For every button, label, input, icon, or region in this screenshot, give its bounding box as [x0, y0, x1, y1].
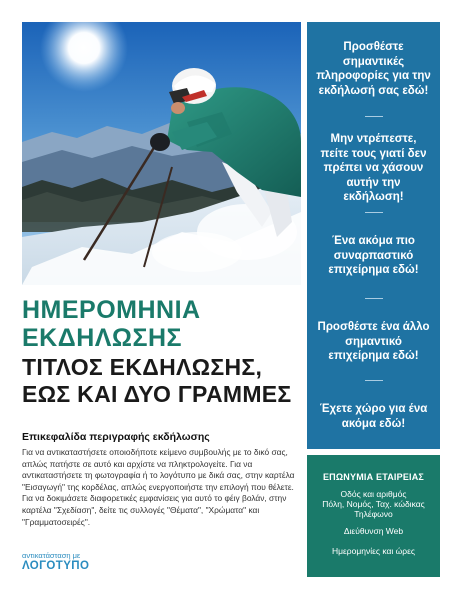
- callout-5: Έχετε χώρο για ένα ακόμα εδώ!: [319, 403, 428, 430]
- event-date-line2: ΕΚΔΗΛΩΣΗΣ: [22, 324, 183, 352]
- event-date-line1: ΗΜΕΡΟΜΗΝΙΑ: [22, 296, 201, 324]
- description-heading: Επικεφαλίδα περιγραφής εκδήλωσης: [22, 431, 210, 443]
- callout-divider: [365, 380, 383, 381]
- description-body: Για να αντικαταστήσετε οποιοδήποτε κείμενο συμβουλής με το δικό σας, απλώς πατήστε σε αυτό και αρχίστε να πληκτρολογείτε. Για να αντικαταστήσετε τη φωτογραφία ή το λογότυπο με δικά σας, στην καρτέλα "Εισαγωγή" της κορδέλας, απλώς ενεργοποιήστε την επιλογή που θέλετε. Για να δοκιμάσετε διαφορετικές εμφανίσεις για αυτό το φέιγ βολάν, στην καρτέλα "Σχεδίαση", δείτε τις συλλογές "Θέματα", "Χρώματα" και "Γραμματοσειρές".: [22, 447, 295, 527]
- company-web: Διεύθυνση Web: [343, 526, 404, 536]
- logo[interactable]: ΛΟΓΟΤΥΠΟ: [22, 560, 90, 572]
- event-title-line2: ΕΩΣ ΚΑΙ ΔΥΟ ΓΡΑΜΜΕΣ: [22, 381, 292, 407]
- skier-photo: [22, 22, 301, 285]
- callout-divider: [365, 298, 383, 299]
- callout-divider: [365, 212, 383, 213]
- event-title-line1: ΤΙΤΛΟΣ ΕΚΔΗΛΩΣΗΣ,: [22, 354, 263, 380]
- callout-4: Προσθέστε ένα άλλο σημαντικό επιχείρημα εδώ!: [317, 321, 430, 362]
- company-address-line1: Οδός και αριθμός: [340, 489, 407, 499]
- callout-3: Ένα ακόμα πιο συναρπαστικό επιχείρημα εδώ!: [328, 235, 419, 276]
- event-title: [22, 354, 302, 408]
- callout-2: Μην ντρέπεστε, πείτε τους γιατί δεν πρέπει να χάσουν αυτήν την εκδήλωση!: [320, 133, 427, 203]
- logo-caption: αντικατάσταση με: [22, 551, 81, 560]
- highlights-sidebar: [307, 22, 440, 449]
- callout-1: Προσθέστε σημαντικές πληροφορίες για την εκδήλωσή σας εδώ!: [316, 41, 431, 97]
- company-phone: Τηλέφωνο: [354, 509, 393, 519]
- event-date-heading: [22, 296, 302, 352]
- company-info-box: [307, 455, 440, 577]
- company-address-line2: Πόλη, Νομός, Ταχ. κώδικας: [322, 499, 425, 509]
- company-hours: Ημερομηνίες και ώρες: [331, 546, 416, 556]
- callout-divider: [365, 116, 383, 117]
- company-name: ΕΠΩΝΥΜΙΑ ΕΤΑΙΡΕΙΑΣ: [322, 472, 425, 482]
